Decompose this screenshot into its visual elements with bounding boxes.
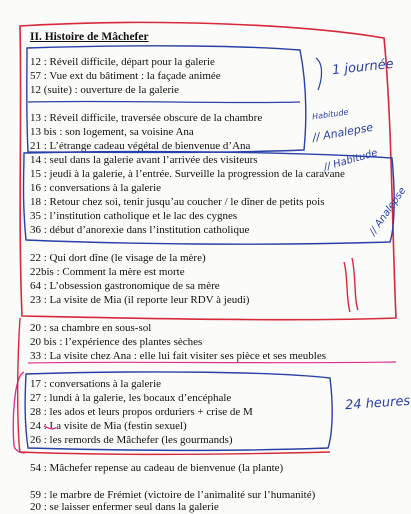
scene-line: 21 : L’étrange cadeau végétal de bienvenue d’Ana bbox=[30, 140, 251, 152]
scene-line: 15 : jeudi à la galerie, à l’entrée. Surveille la progression de la caravane bbox=[30, 168, 345, 180]
scene-line: 27 : lundi à la galerie, les bocaux d’encéphale bbox=[30, 392, 232, 404]
margin-note: // Analepse bbox=[311, 120, 375, 145]
blue-bracket bbox=[316, 58, 322, 90]
scene-line: 12 (suite) : ouverture de la galerie bbox=[30, 84, 180, 96]
margin-note: 1 journée bbox=[331, 56, 395, 79]
scene-line: 20 : sa chambre en sous-sol bbox=[30, 322, 152, 334]
scene-line: 22bis : Comment la mère est morte bbox=[30, 266, 185, 278]
scene-line: 12 : Réveil difficile, départ pour la galerie bbox=[30, 56, 215, 68]
scene-line-cut: 20 : se laisser enfermer seul dans la galerie bbox=[30, 501, 219, 513]
scene-line: 36 : début d’anorexie dans l’institution catholique bbox=[30, 224, 250, 236]
scene-line: 33 : La visite chez Ana : elle lui fait visiter ses pièce et ses meubles bbox=[30, 350, 326, 362]
scene-line: 64 : L’obsession gastronomique de sa mère bbox=[30, 280, 220, 292]
margin-note: // Analepse bbox=[367, 185, 409, 238]
scene-line: 59 : le marbre de Frémiet (victoire de l’animalité sur l’humanité) bbox=[30, 489, 316, 501]
pink-left-bracket bbox=[13, 372, 28, 453]
margin-note: 24 heures bbox=[344, 393, 411, 414]
scene-line: 35 : l’institution catholique et le lac des cygnes bbox=[30, 210, 238, 222]
scene-line: 13 : Réveil difficile, traversée obscure de la chambre bbox=[30, 112, 263, 124]
blue-divider bbox=[28, 101, 300, 102]
scene-line: 22 : Qui dort dîne (le visage de la mère) bbox=[30, 252, 206, 264]
section-heading: II. Histoire de Mâchefer bbox=[30, 31, 149, 43]
scene-line: 24 : La visite de Mia (festin sexuel) bbox=[30, 420, 187, 432]
margin-note: // Habitude bbox=[322, 147, 379, 174]
scene-line: 57 : Vue ext du bâtiment : la façade animée bbox=[30, 70, 221, 82]
scene-line: 16 : conversations à la galerie bbox=[30, 182, 162, 194]
scene-line: 26 : les remords de Mâchefer (les gourmands) bbox=[30, 434, 233, 446]
scene-line: 20 bis : l’expérience des plantes sèches bbox=[30, 336, 203, 348]
scene-line: 28 : les ados et leurs propos orduriers + crise de M bbox=[30, 406, 253, 418]
scene-line: 17 : conversations à la galerie bbox=[30, 378, 162, 390]
red-double-stroke bbox=[344, 258, 358, 312]
margin-note: Habitude bbox=[311, 107, 349, 122]
scene-line: 18 : Retour chez soi, tenir jusqu’au coucher / le dîner de petits pois bbox=[30, 196, 325, 208]
scene-line: 54 : Mâchefer repense au cadeau de bienvenue (la plante) bbox=[30, 462, 284, 474]
scene-line: 13 bis : son logement, sa voisine Ana bbox=[30, 126, 194, 138]
scene-line: 14 : seul dans la galerie avant l’arrivée des visiteurs bbox=[30, 154, 258, 166]
scene-line: 23 : La visite de Mia (il reporte leur RDV à jeudi) bbox=[30, 294, 250, 306]
